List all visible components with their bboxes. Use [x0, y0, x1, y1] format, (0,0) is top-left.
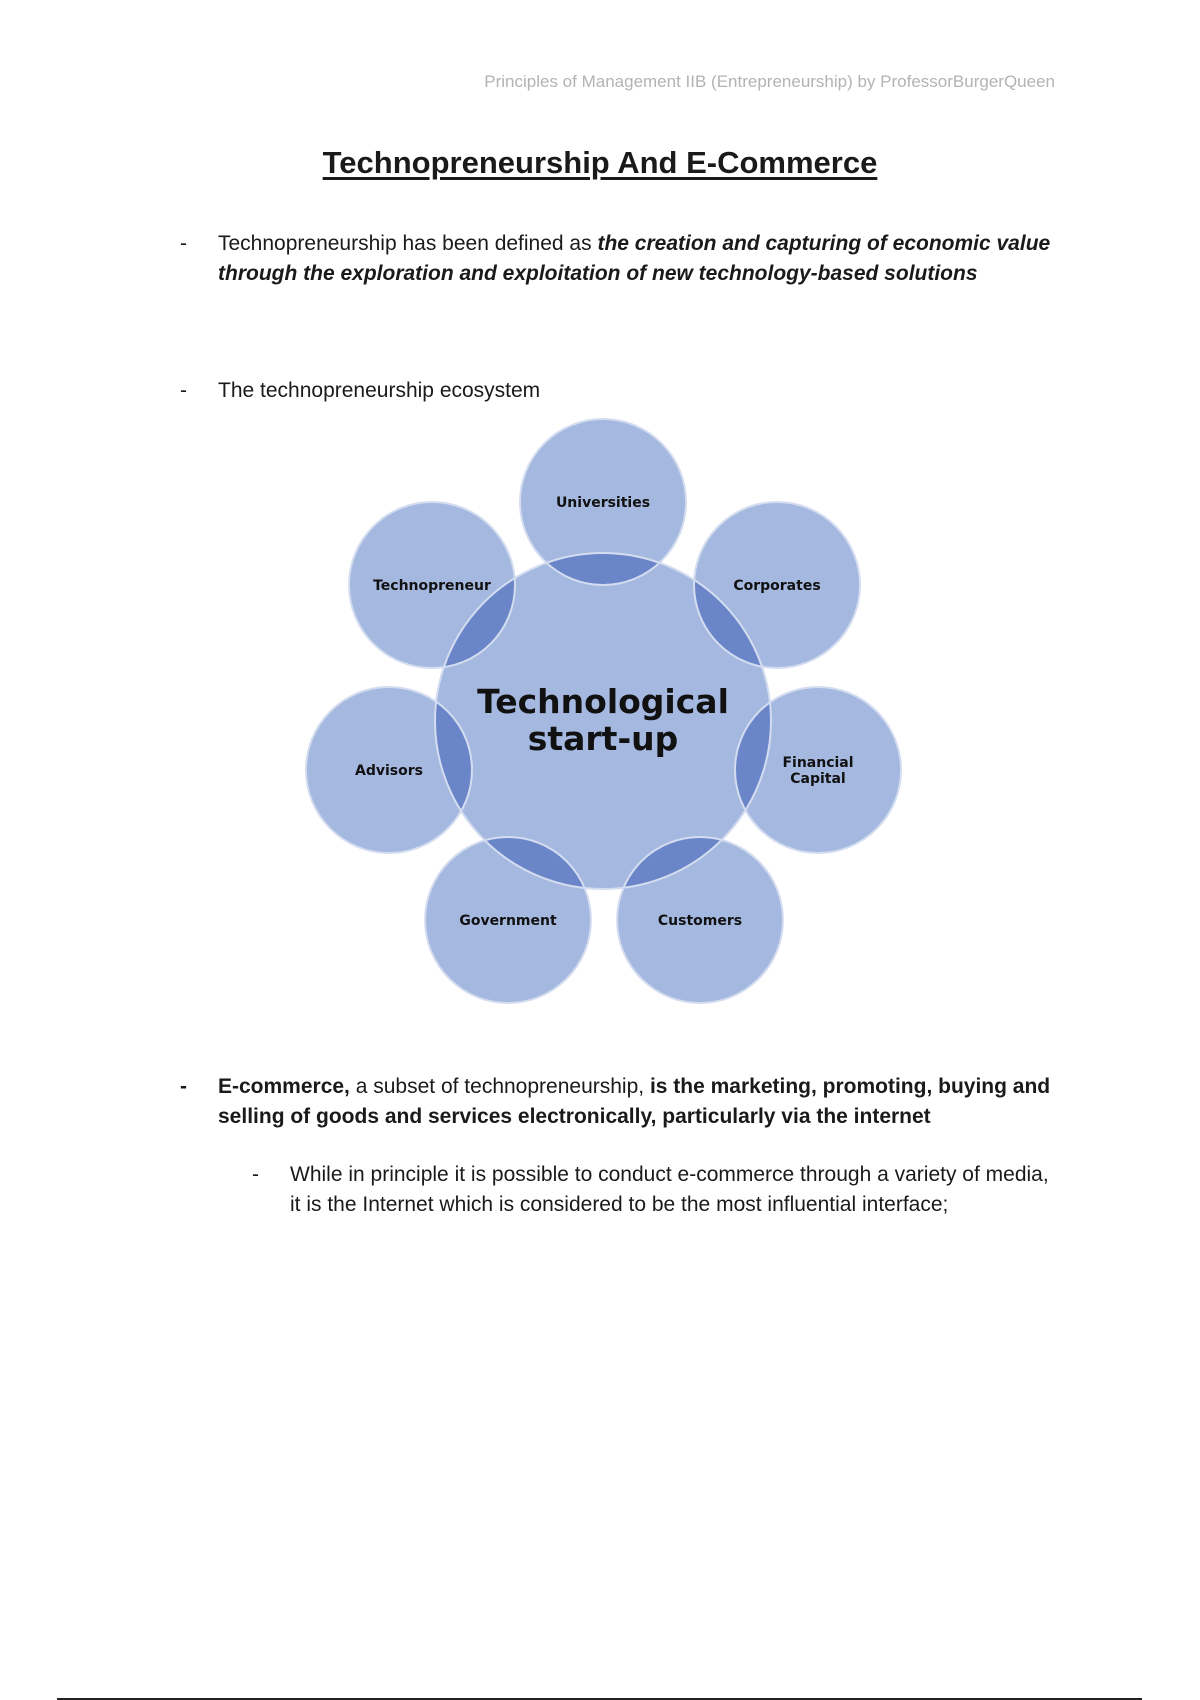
bullet-text [218, 229, 1060, 289]
center-label-line1: Technological [477, 682, 729, 721]
technopreneur-label: Technopreneur [373, 578, 491, 594]
advisors-label: Advisors [355, 763, 423, 779]
ecosystem-bullet [180, 376, 1060, 406]
bullet-dash: - [252, 1163, 259, 1186]
ecommerce-bullet [180, 1072, 1060, 1132]
ecommerce-term: E-commerce, [218, 1075, 350, 1098]
center-label-line2: start-up [527, 719, 679, 758]
ecosystem-diagram [290, 410, 930, 1030]
definition-prefix: Technopreneurship has been defined as [218, 232, 598, 255]
bullet-dash: - [180, 1075, 187, 1098]
bullet-dash: - [180, 232, 187, 255]
ecommerce-sub-text: While in principle it is possible to conduct e-commerce through a variety of media, it is the Internet which is considered to be the most influential interface; [290, 1163, 1049, 1216]
definition-emphasis: the creation and capturing of economic value through the exploration and exploitation of new technology-based solutions [218, 232, 1051, 285]
ecommerce-sub-bullet [252, 1160, 1060, 1220]
ecommerce-emphasis: is the marketing, promoting, buying and selling of goods and services electronically, particularly via the internet [218, 1075, 1051, 1128]
universities-label: Universities [555, 495, 651, 511]
definition-bullet [180, 229, 1060, 289]
running-header: Principles of Management IIB (Entrepreneurship) by ProfessorBurgerQueen [484, 72, 1055, 91]
corporates-label: Corporates [733, 578, 821, 594]
ecosystem-intro-text: The technopreneurship ecosystem [218, 379, 541, 402]
financial-capital-label-line2: Capital [790, 771, 846, 787]
page-title: Technopreneurship And E-Commerce [322, 145, 878, 180]
financial-capital-label-line1: Financial [782, 755, 854, 771]
bullet-dash: - [180, 379, 187, 402]
customers-label: Customers [657, 913, 743, 929]
ecommerce-middle: a subset of technopreneurship, [349, 1075, 650, 1098]
government-label: Government [459, 913, 557, 929]
bullet-text [218, 1072, 1060, 1132]
